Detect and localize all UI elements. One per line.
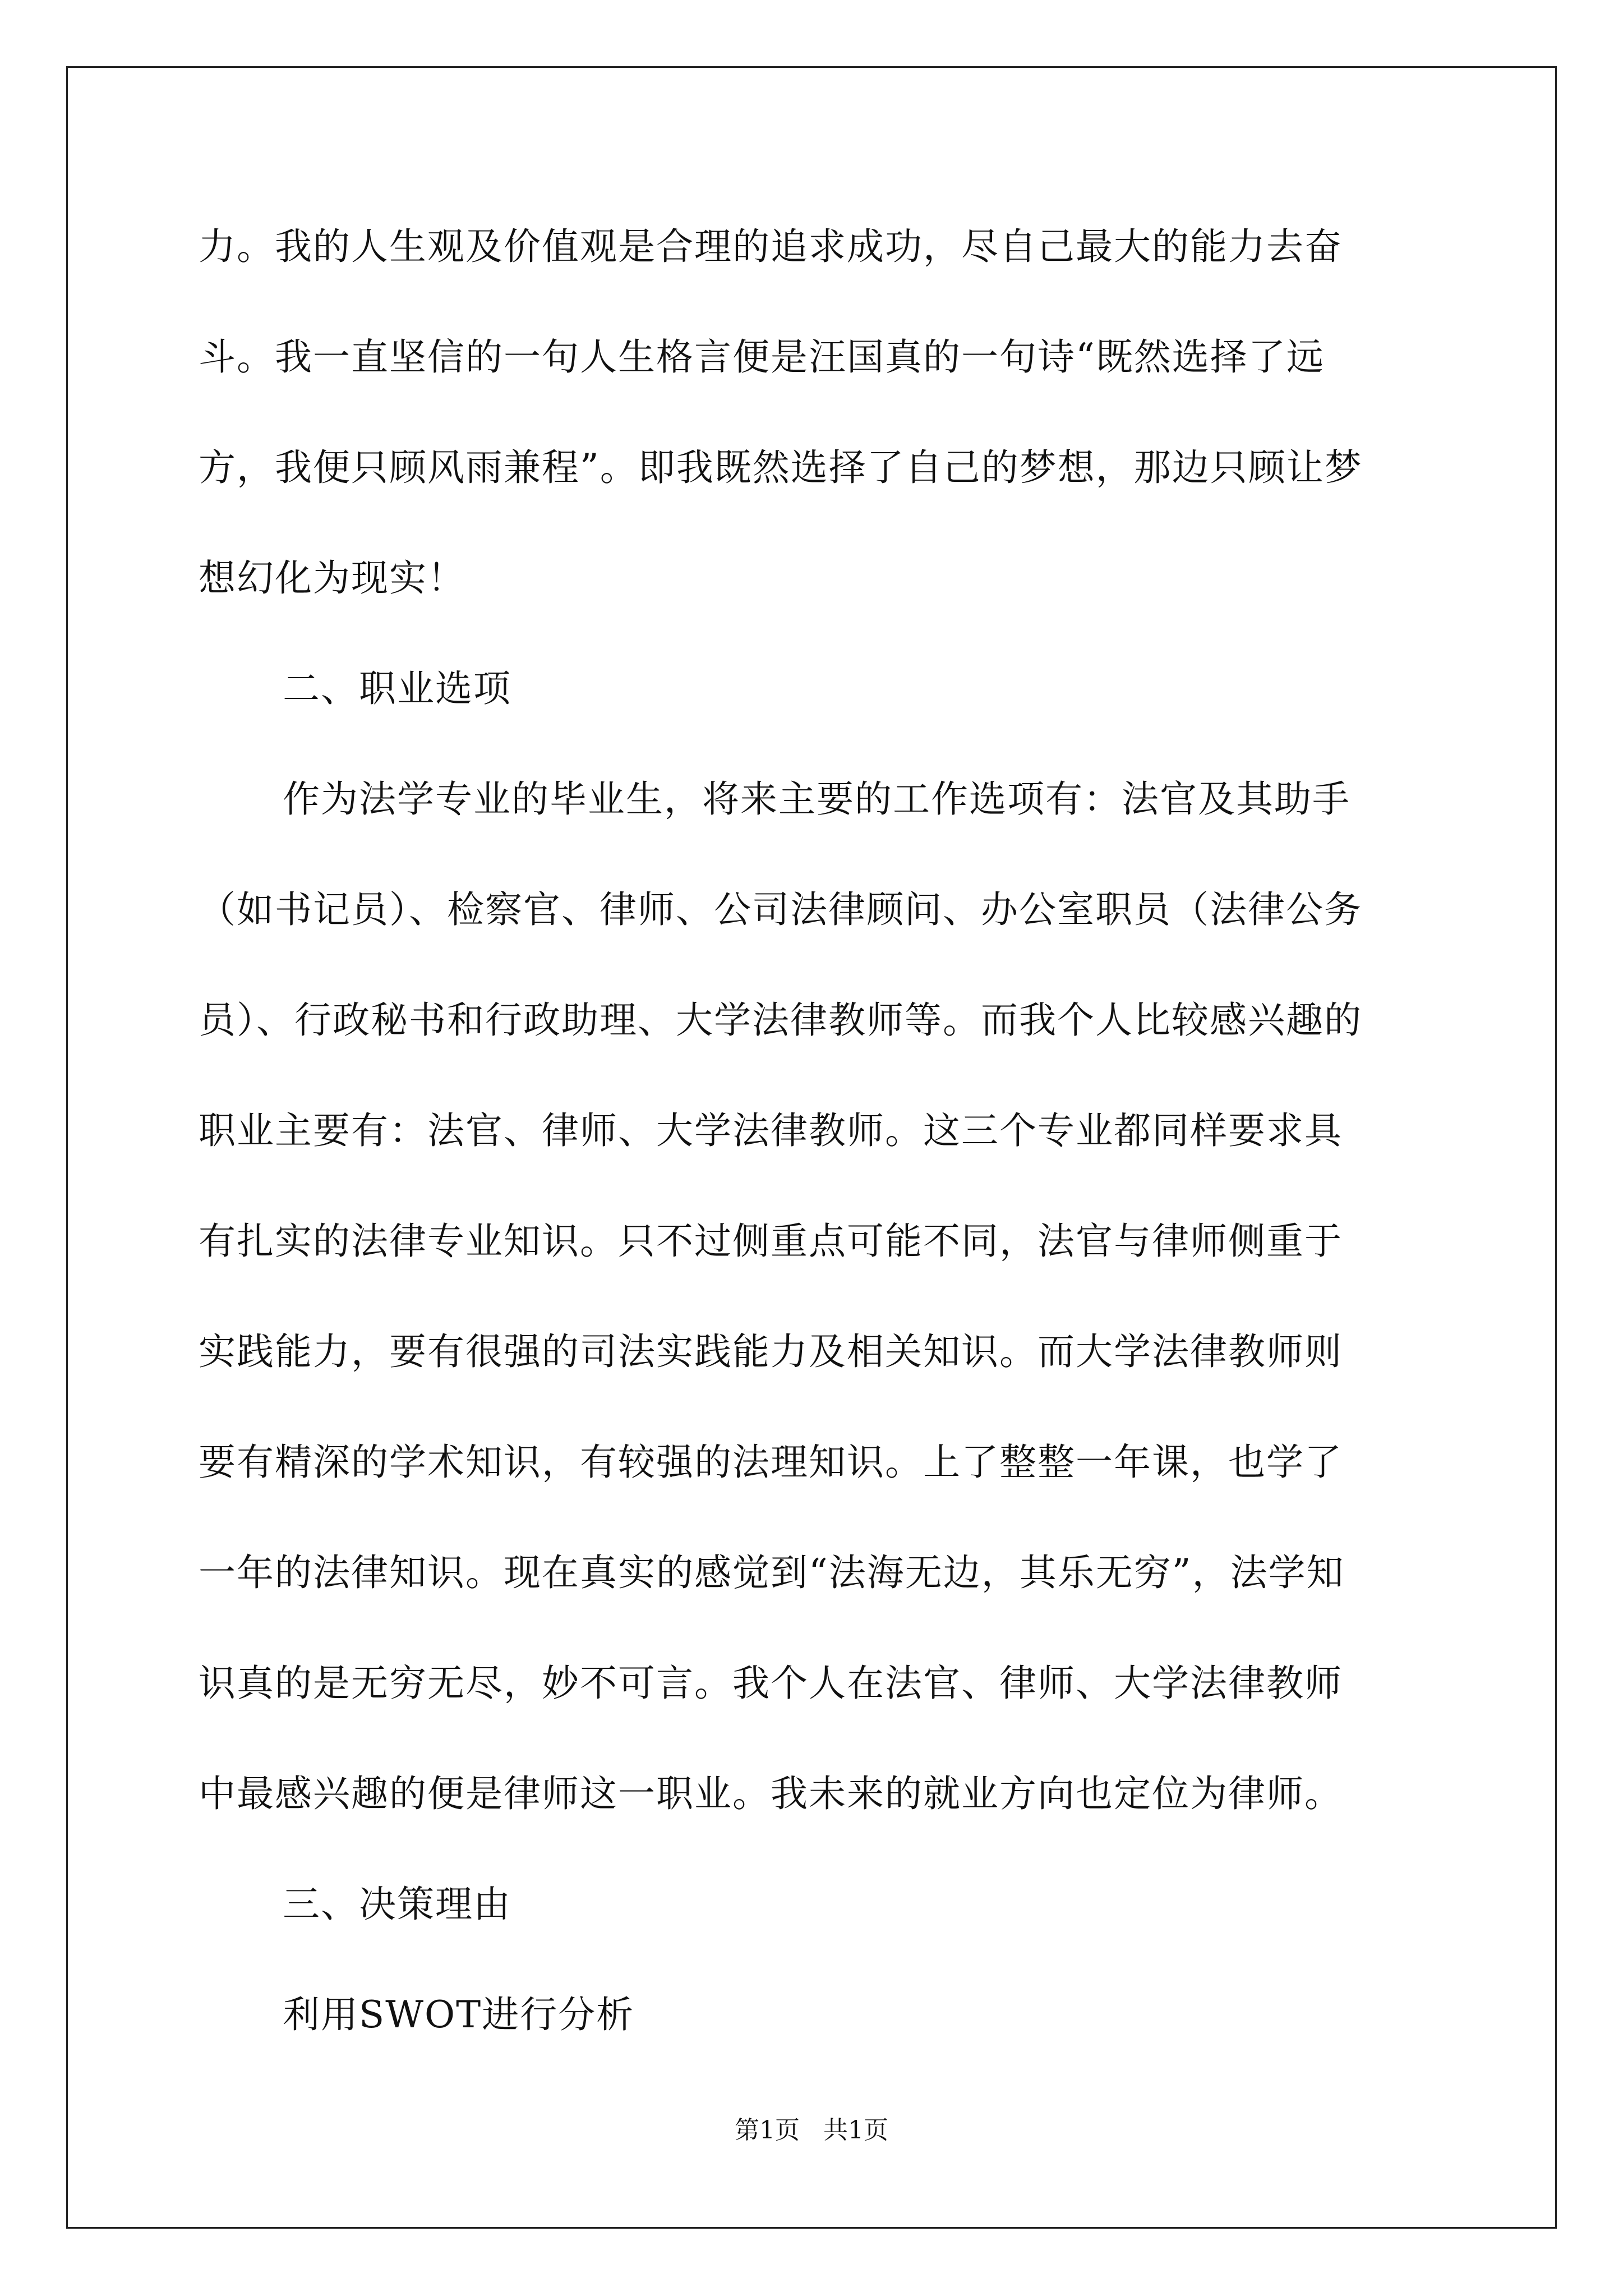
section-heading: 二、职业选项 [283,667,511,710]
text-line: 要有精深的学术知识，有较强的法理知识。上了整整一年课，也学了 [199,1441,1343,1484]
text-line: 中最感兴趣的便是律师这一职业。我未来的就业方向也定位为律师。 [199,1772,1343,1815]
text-line: 职业主要有：法官、律师、大学法律教师。这三个专业都同样要求具 [199,1109,1343,1152]
text-line: 想幻化为现实！ [199,556,465,600]
page-footer [0,2114,1623,2147]
page-number: 第1页 [735,2116,800,2145]
text-line: 有扎实的法律专业知识。只不过侧重点可能不同，法官与律师侧重于 [199,1220,1343,1263]
text-line: 斗。我一直坚信的一句人生格言便是汪国真的一句诗“既然选择了远 [199,335,1325,379]
text-line: 力。我的人生观及价值观是合理的追求成功，尽自己最大的能力去奋 [199,225,1343,268]
text-line: 识真的是无穷无尽，妙不可言。我个人在法官、律师、大学法律教师 [199,1662,1343,1705]
text-line: 方，我便只顾风雨兼程”。即我既然选择了自己的梦想，那边只顾让梦 [199,446,1363,489]
text-line: 作为法学专业的毕业生，将来主要的工作选项有：法官及其助手 [283,777,1350,821]
text-line: （如书记员）、检察官、律师、公司法律顾问、办公室职员（法律公务 [199,888,1362,931]
document-body [199,222,1432,2100]
text-line: 一年的法律知识。现在真实的感觉到“法海无边，其乐无穷”，法学知 [199,1551,1345,1594]
text-line: 员）、行政秘书和行政助理、大学法律教师等。而我个人比较感兴趣的 [199,999,1362,1042]
page-total: 共1页 [823,2116,888,2145]
text-line: 实践能力，要有很强的司法实践能力及相关知识。而大学法律教师则 [199,1330,1343,1373]
text-line: 利用SWOT进行分析 [283,1993,635,2036]
section-heading: 三、决策理由 [283,1883,511,1926]
